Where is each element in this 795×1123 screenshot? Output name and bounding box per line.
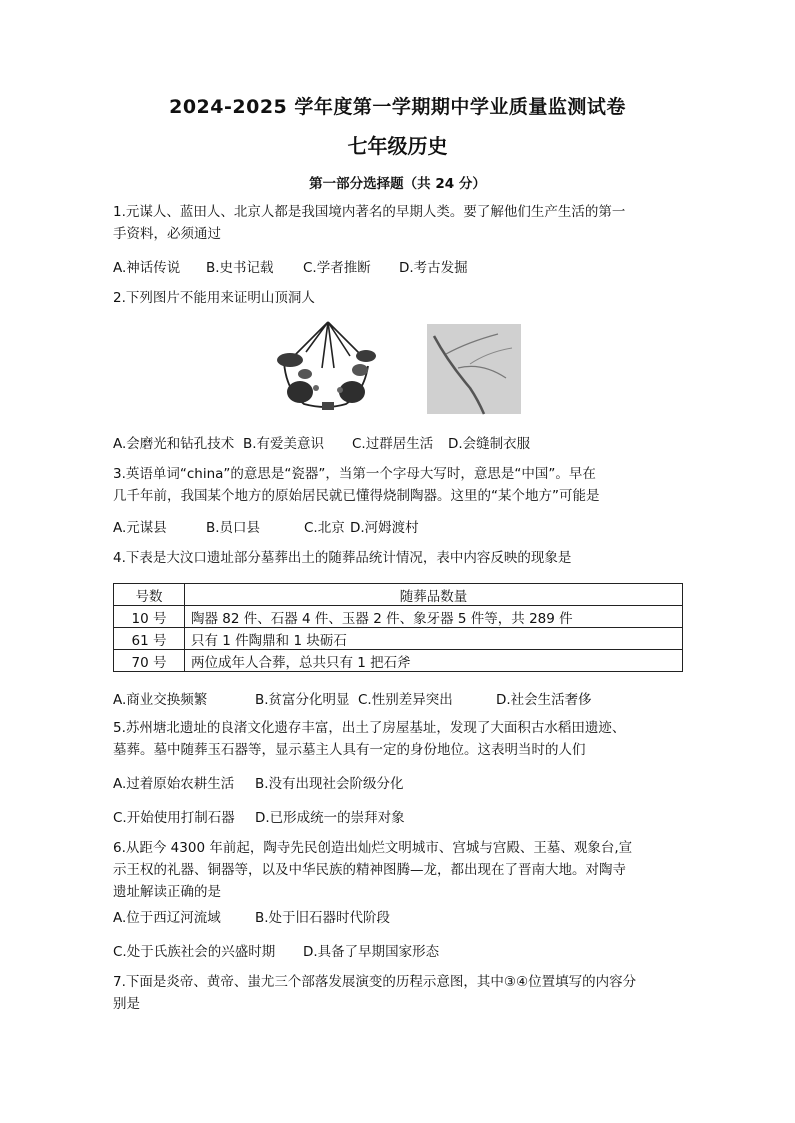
q6-stem-line2: 示王权的礼器、铜器等，以及中华民族的精神图腾—龙，都出现在了晋南大地。对陶寺 — [113, 862, 626, 878]
section-heading: 第一部分选择题（共 24 分） — [309, 176, 486, 192]
q3-option-b[interactable]: B.员口县 — [206, 520, 261, 536]
q7-stem-line2: 别是 — [113, 996, 140, 1012]
q4-option-b[interactable]: B.贫富分化明显 — [255, 692, 350, 708]
q3-option-c[interactable]: C.北京 — [304, 520, 345, 536]
q2-stem: 2.下列图片不能用来证明山顶洞人 — [113, 290, 315, 306]
q1-option-c[interactable]: C.学者推断 — [303, 260, 371, 276]
q2-option-a[interactable]: A.会磨光和钻孔技术 — [113, 436, 235, 452]
table-cell-goods: 只有 1 件陶鼎和 1 块砺石 — [185, 628, 683, 650]
table-row — [114, 628, 683, 650]
q6-option-b[interactable]: B.处于旧石器时代阶段 — [255, 910, 391, 926]
q1-option-a[interactable]: A.神话传说 — [113, 260, 181, 276]
table-cell-number: 70 号 — [114, 650, 185, 672]
q5-option-b[interactable]: B.没有出现社会阶级分化 — [255, 776, 404, 792]
burial-goods-table — [113, 583, 683, 672]
q2-option-b[interactable]: B.有爱美意识 — [243, 436, 325, 452]
q1-stem-line1: 1.元谋人、蓝田人、北京人都是我国境内著名的早期人类。要了解他们生产生活的第一 — [113, 204, 626, 220]
q6-stem-line3: 遗址解读正确的是 — [113, 884, 221, 900]
q3-option-a[interactable]: A.元谋县 — [113, 520, 167, 536]
q5-stem-line2: 墓葬。墓中随葬玉石器等，显示墓主人具有一定的身份地位。这表明当时的人们 — [113, 742, 586, 758]
q6-option-d[interactable]: D.具备了早期国家形态 — [303, 944, 440, 960]
exam-title: 2024-2025 学年度第一学期期中学业质量监测试卷 — [169, 96, 626, 118]
q6-stem-line1: 6.从距今 4300 年前起，陶寺先民创造出灿烂文明城市、宫城与宫殿、王墓、观象台,宣 — [113, 840, 633, 856]
q2-option-c[interactable]: C.过群居生活 — [352, 436, 434, 452]
table-header-number: 号数 — [114, 584, 185, 606]
q7-stem-line1: 7.下面是炎帝、黄帝、蚩尤三个部落发展演变的历程示意图，其中③④位置填写的内容分 — [113, 974, 637, 990]
table-cell-goods: 陶器 82 件、石器 4 件、玉器 2 件、象牙器 5 件等，共 289 件 — [185, 606, 683, 628]
q6-option-c[interactable]: C.处于氏族社会的兴盛时期 — [113, 944, 276, 960]
q1-option-b[interactable]: B.史书记载 — [206, 260, 274, 276]
q4-option-d[interactable]: D.社会生活奢侈 — [496, 692, 592, 708]
bone-needle-artifact-image — [427, 324, 521, 414]
q3-stem-line1: 3.英语单词“china”的意思是“瓷器”，当第一个字母大写时，意思是“中国”。早在 — [113, 466, 596, 482]
q5-stem-line1: 5.苏州塘北遗址的良渚文化遗存丰富，出土了房屋基址，发现了大面积古水稻田遗迹、 — [113, 720, 626, 736]
q4-option-c[interactable]: C.性别差异突出 — [358, 692, 453, 708]
table-cell-goods: 两位成年人合葬，总共只有 1 把石斧 — [185, 650, 683, 672]
q3-stem-line2: 几千年前，我国某个地方的原始居民就已懂得烧制陶器。这里的“某个地方”可能是 — [113, 488, 600, 504]
q3-option-d[interactable]: D.河姆渡村 — [350, 520, 419, 536]
necklace-artifact-image — [277, 322, 376, 410]
table-header-goods: 随葬品数量 — [185, 584, 683, 606]
q5-option-a[interactable]: A.过着原始农耕生活 — [113, 776, 235, 792]
q4-stem: 4.下表是大汶口遗址部分墓葬出土的随葬品统计情况，表中内容反映的现象是 — [113, 550, 572, 566]
q2-images — [0, 318, 795, 418]
exam-subject: 七年级历史 — [347, 134, 448, 158]
table-row — [114, 650, 683, 672]
q2-option-d[interactable]: D.会缝制衣服 — [448, 436, 531, 452]
q6-option-a[interactable]: A.位于西辽河流域 — [113, 910, 221, 926]
table-cell-number: 10 号 — [114, 606, 185, 628]
q4-option-a[interactable]: A.商业交换频繁 — [113, 692, 208, 708]
q1-option-d[interactable]: D.考古发掘 — [399, 260, 468, 276]
q5-option-c[interactable]: C.开始使用打制石器 — [113, 810, 235, 826]
table-cell-number: 61 号 — [114, 628, 185, 650]
q1-stem-line2: 手资料，必须通过 — [113, 226, 221, 242]
q5-option-d[interactable]: D.已形成统一的崇拜对象 — [255, 810, 405, 826]
table-header-row — [114, 584, 683, 606]
table-row — [114, 606, 683, 628]
